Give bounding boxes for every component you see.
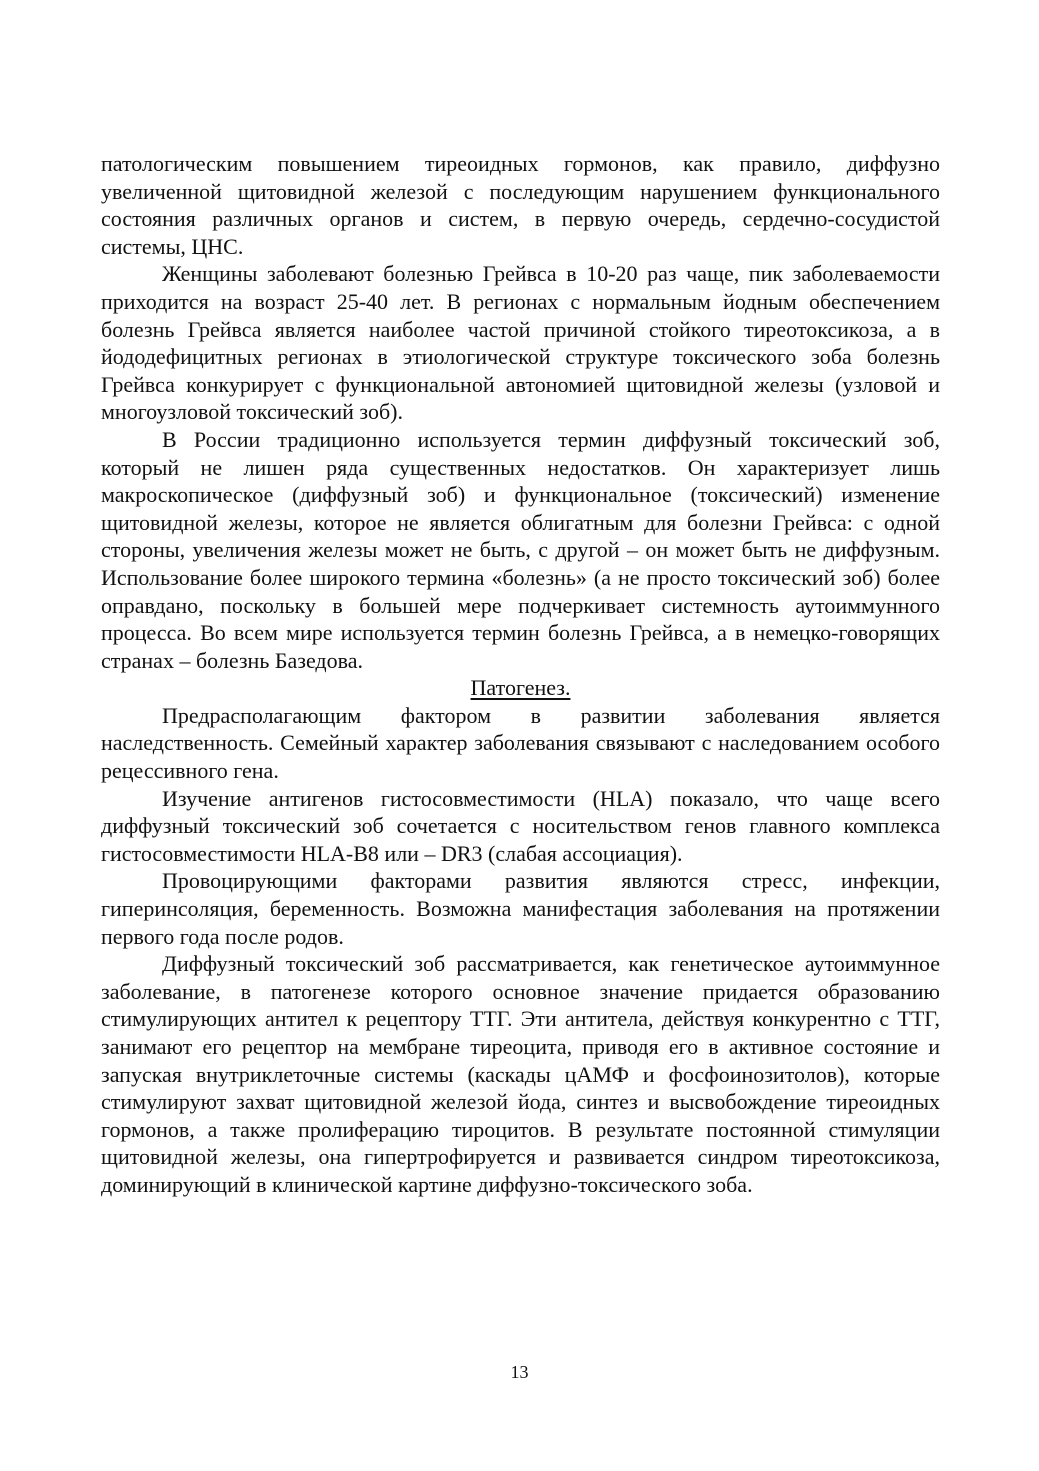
paragraph-autoimmune-mechanism: Диффузный токсический зоб рассматривается, как генетическое аутоиммунное заболевание, в патогенезе которого основное значение придается образованию стимулирующих антител к рецептору ТТГ. Эти антитела, действуя конкурентно с ТТГ, занимают его рецептор на мембране тиреоцита, приводя его в активное состояние и запуская внутриклеточные системы (каскады цАМФ и фосфоинозитолов), которые стимулируют захват щитовидной железой йода, синтез и высвобождение тиреоидных гормонов, а также пролиферацию тироцитов. В результате постоянной стимуляции щитовидной железы, она гипертрофируется и развивается синдром тиреотоксикоза, доминирующий в клинической картине диффузно-токсического зоба. [101, 951, 940, 1197]
document-body [101, 150, 940, 1199]
paragraph-continuation: патологическим повышением тиреоидных гормонов, как правило, диффузно увеличенной щитовидной железой с последующим нарушением функционального состояния различных органов и систем, в первую очередь, сердечно-сосудистой системы, ЦНС. [101, 151, 940, 259]
paragraph-heredity: Предрасполагающим фактором в развитии заболевания является наследственность. Семейный характер заболевания связывают с наследованием особого рецессивного гена. [101, 702, 940, 784]
paragraph-graves-incidence: Женщины заболевают болезнью Грейвса в 10-20 раз чаще, пик заболеваемости приходится на возраст 25-40 лет. В регионах с нормальным йодным обеспечением болезнь Грейвса является наиболее частой причиной стойкого тиреотоксикоза, а в йододефицитных регионах в этиологической структуре токсического зоба болезнь Грейвса конкурирует с функциональной автономией щитовидной железы (узловой и многоузловой токсический зоб). [101, 261, 940, 425]
paragraph-hla-antigens: Изучение антигенов гистосовместимости (HLA) показало, что чаще всего диффузный токсический зоб сочетается с носительством генов главного комплекса гистосовместимости HLA-B8 или – DR3 (слабая ассоциация). [101, 785, 940, 866]
paragraph-terminology: В России традиционно используется термин диффузный токсический зоб, который не лишен ряда существенных недостатков. Он характеризует лишь макроскопическое (диффузный зоб) и функциональное (токсический) изменение щитовидной железы, которое не является облигатным для болезни Грейвса: с одной стороны, увеличения железы может не быть, с другой – он может быть не диффузным. Использование более широкого термина «болезнь» (а не просто токсический зоб) более оправдано, поскольку в большей мере подчеркивает системность аутоиммунного процесса. Во всем мире используется термин болезнь Грейвса, а в немецко-говорящих странах – болезнь Базедова. [101, 426, 940, 673]
paragraph-provoking-factors: Провоцирующими факторами развития являются стресс, инфекции, гиперинсоляция, беременность. Возможна манифестация заболевания на протяжении первого года после родов. [101, 868, 940, 949]
section-heading-pathogenesis: Патогенез. [470, 675, 571, 701]
page-number: 13 [510, 1362, 529, 1382]
